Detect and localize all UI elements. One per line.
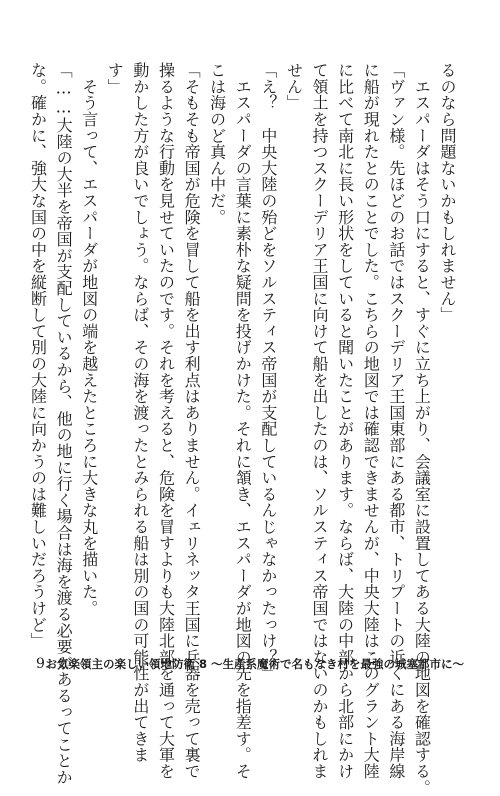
- text-line: るのなら問題ないかもしれません」: [438, 62, 457, 323]
- text-line: 「そもそも帝国が危険を冒して船を出す利点はありません。イェリネッタ王国に兵器を売って裏で: [182, 62, 202, 780]
- text-line: 「ヴァン様。先ほどのお話ではスクーデリア王国東部にある都市、トリプートの近くにある海岸線: [386, 62, 406, 780]
- text-line: な。確かに、強大な国の中を縦断して別の大陸に向かうのは難しいだろうけど」: [28, 62, 48, 649]
- text-line: 操るような行動を見せていたのです。それを考えると、危険を冒すよりも大陸北部を通って大軍を: [156, 62, 176, 780]
- text-line: て領土を持つスクーデリア王国に向けて船を出したのは、ソルスティス帝国ではないのかもしれま: [310, 62, 330, 780]
- text-line: 「え？ 中央大陸の殆どをソルスティス帝国が支配しているんじゃなかったっけ？」: [258, 62, 278, 682]
- text-line: に船が現れたとのことでした。こちらの地図では確認できませんが、中央大陸はこのグラント大陸: [361, 62, 381, 780]
- running-title: お気楽領主の楽しい領地防衛 8 ～生産系魔術で名もなき村を最強の城塞都市に～: [45, 657, 464, 671]
- page-number: 9: [36, 656, 45, 672]
- text-line: そう言って、エスパーダが地図の端を越えたところに大きな丸を描いた。: [79, 62, 99, 617]
- text-line: す」: [105, 62, 125, 95]
- text-line: こは海のど真ん中だ。: [207, 62, 227, 225]
- text-line: 動かした方が良いでしょう。ならば、その海を渡ったとみられる船は別の国の可能性が出てきま: [130, 62, 150, 763]
- text-line: エスパーダの言葉に素朴な疑問を投げかけた。それに頷き、エスパーダが地図の先を指差す。そ: [233, 62, 253, 780]
- text-line: に比べて南北に長い形状をしていると聞いたことがあります。ならば、大陸の中部から北部にかけ: [335, 62, 355, 780]
- text-line: せん」: [284, 62, 304, 111]
- text-line: 「……大陸の大半を帝国が支配しているから、他の地に行く場合は海を渡る必要があるってことか: [54, 62, 74, 786]
- page-footer: [36, 655, 464, 673]
- text-line: エスパーダはそう口にすると、すぐに立ち上がり、会議室に設置してある大陸の地図を確認する。: [412, 62, 432, 796]
